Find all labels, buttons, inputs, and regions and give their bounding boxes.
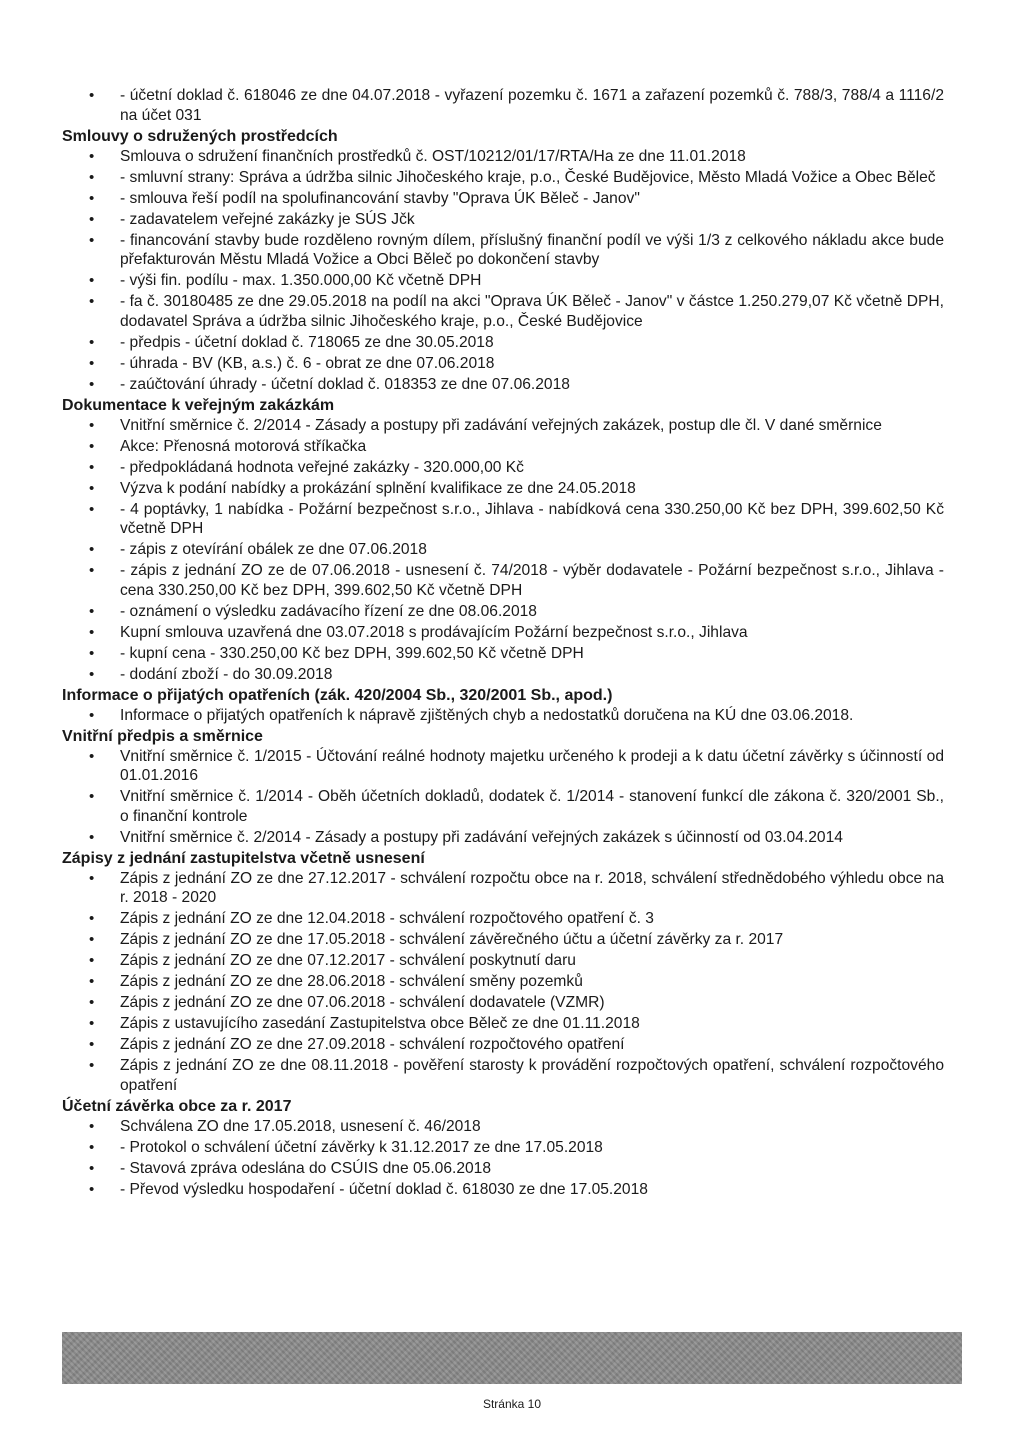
section-heading: Smlouvy o sdružených prostředcích xyxy=(62,127,338,145)
list-item: • - dodání zboží - do 30.09.2018 xyxy=(62,665,944,685)
list-item: • Zápis z jednání ZO ze dne 17.05.2018 - schválení závěrečného účtu a účetní závěrky za r. 2017 xyxy=(62,930,944,950)
page-number: Stránka 10 xyxy=(482,1397,542,1411)
section-heading: Zápisy z jednání zastupitelstva včetně usnesení xyxy=(62,849,425,867)
list-item: • - smluvní strany: Správa a údržba silnic Jihočeského kraje, p.o., České Budějovice, Město Mladá Vožice a Obec Běleč xyxy=(62,168,944,188)
list-item: • - financování stavby bude rozděleno rovným dílem, příslušný finanční podíl ve výši 1/3 z celkového nákladu akce bude přefakturován Městu Mladá Vožice a Obci Běleč po dokončení stavby xyxy=(62,231,944,270)
list-item: • Informace o přijatých opatřeních k nápravě zjištěných chyb a nedostatků doručena na KÚ dne 03.06.2018. xyxy=(62,706,944,726)
list-item: • - účetní doklad č. 618046 ze dne 04.07.2018 - vyřazení pozemku č. 1671 a zařazení pozemků č. 788/3, 788/4 a 1116/2 na účet 031 xyxy=(62,86,944,125)
list-item: • Výzva k podání nabídky a prokázání splnění kvalifikace ze dne 24.05.2018 xyxy=(62,479,944,499)
list-item: • Vnitřní směrnice č. 1/2014 - Oběh účetních dokladů, dodatek č. 1/2014 - stanovení funkcí dle zákona č. 320/2001 Sb., o finanční kontrole xyxy=(62,787,944,826)
section xyxy=(62,686,944,726)
list-item: • - Stavová zpráva odeslána do CSÚIS dne 05.06.2018 xyxy=(62,1159,944,1179)
list-item: • - předpis - účetní doklad č. 718065 ze dne 30.05.2018 xyxy=(62,333,944,353)
list-item: • Smlouva o sdružení finančních prostředků č. OST/10212/01/17/RTA/Ha ze dne 11.01.2018 xyxy=(62,147,944,167)
list-item: • - úhrada - BV (KB, a.s.) č. 6 - obrat ze dne 07.06.2018 xyxy=(62,354,944,374)
section xyxy=(62,86,944,125)
section xyxy=(62,396,944,685)
footer-band xyxy=(62,1332,962,1384)
list-item: • Zápis z jednání ZO ze dne 08.11.2018 - pověření starosty k provádění rozpočtových opatření, schválení rozpočtového opatření xyxy=(62,1056,944,1095)
bullet-list xyxy=(62,1117,944,1200)
list-item: • Zápis z jednání ZO ze dne 28.06.2018 - schválení směny pozemků xyxy=(62,972,944,992)
list-item: • - Protokol o schválení účetní závěrky k 31.12.2017 ze dne 17.05.2018 xyxy=(62,1138,944,1158)
bullet-list xyxy=(62,706,944,726)
list-item: • Zápis z ustavujícího zasedání Zastupitelstva obce Běleč ze dne 01.11.2018 xyxy=(62,1014,944,1034)
section-heading: Informace o přijatých opatřeních (zák. 420/2004 Sb., 320/2001 Sb., apod.) xyxy=(62,686,613,704)
list-item: • - fa č. 30180485 ze dne 29.05.2018 na podíl na akci "Oprava ÚK Běleč - Janov" v částce 1.250.279,07 Kč včetně DPH, dodavatel Správa a údržba silnic Jihočeského kraje, p.o., České Budějovice xyxy=(62,292,944,331)
section-heading: Vnitřní předpis a směrnice xyxy=(62,727,263,745)
list-item: • Vnitřní směrnice č. 1/2015 - Účtování reálné hodnoty majetku určeného k prodeji a k datu účetní závěrky s účinností od 01.01.2016 xyxy=(62,747,944,786)
list-item: • - 4 poptávky, 1 nabídka - Požární bezpečnost s.r.o., Jihlava - nabídková cena 330.250,00 Kč bez DPH, 399.602,50 Kč včetně DPH xyxy=(62,500,944,539)
list-item: • Zápis z jednání ZO ze dne 07.12.2017 - schválení poskytnutí daru xyxy=(62,951,944,971)
section xyxy=(62,849,944,1096)
list-item: • Vnitřní směrnice č. 2/2014 - Zásady a postupy při zadávání veřejných zakázek s účinností od 03.04.2014 xyxy=(62,828,944,848)
list-item: • Zápis z jednání ZO ze dne 27.09.2018 - schválení rozpočtového opatření xyxy=(62,1035,944,1055)
bullet-list xyxy=(62,416,944,685)
list-item: • Zápis z jednání ZO ze dne 27.12.2017 - schválení rozpočtu obce na r. 2018, schválení střednědobého výhledu obce na r. 2018 - 2020 xyxy=(62,869,944,908)
list-item: • Kupní smlouva uzavřená dne 03.07.2018 s prodávajícím Požární bezpečnost s.r.o., Jihlava xyxy=(62,623,944,643)
list-item: • - kupní cena - 330.250,00 Kč bez DPH, 399.602,50 Kč včetně DPH xyxy=(62,644,944,664)
bullet-list xyxy=(62,869,944,1096)
bullet-list xyxy=(62,747,944,848)
section xyxy=(62,127,944,395)
list-item: • - předpokládaná hodnota veřejné zakázky - 320.000,00 Kč xyxy=(62,458,944,478)
list-item: • - zaúčtování úhrady - účetní doklad č. 018353 ze dne 07.06.2018 xyxy=(62,375,944,395)
list-item: • - zadavatelem veřejné zakázky je SÚS Jčk xyxy=(62,210,944,230)
list-item: • - výši fin. podílu - max. 1.350.000,00 Kč včetně DPH xyxy=(62,271,944,291)
section-heading: Účetní závěrka obce za r. 2017 xyxy=(62,1097,292,1115)
list-item: • - oznámení o výsledku zadávacího řízení ze dne 08.06.2018 xyxy=(62,602,944,622)
list-item: • - smlouva řeší podíl na spolufinancování stavby "Oprava ÚK Běleč - Janov" xyxy=(62,189,944,209)
section-heading: Dokumentace k veřejným zakázkám xyxy=(62,396,335,414)
bullet-list xyxy=(62,147,944,395)
section xyxy=(62,727,944,848)
list-item: • Zápis z jednání ZO ze dne 12.04.2018 - schválení rozpočtového opatření č. 3 xyxy=(62,909,944,929)
list-item: • Vnitřní směrnice č. 2/2014 - Zásady a postupy při zadávání veřejných zakázek, postup dle čl. V dané směrnice xyxy=(62,416,944,436)
list-item: • - Převod výsledku hospodaření - účetní doklad č. 618030 ze dne 17.05.2018 xyxy=(62,1180,944,1200)
list-item: • Schválena ZO dne 17.05.2018, usnesení č. 46/2018 xyxy=(62,1117,944,1137)
list-item: • Zápis z jednání ZO ze dne 07.06.2018 - schválení dodavatele (VZMR) xyxy=(62,993,944,1013)
list-item: • - zápis z otevírání obálek ze dne 07.06.2018 xyxy=(62,540,944,560)
bullet-list xyxy=(62,86,944,125)
section xyxy=(62,1097,944,1200)
document-content xyxy=(62,86,944,1199)
list-item: • Akce: Přenosná motorová stříkačka xyxy=(62,437,944,457)
list-item: • - zápis z jednání ZO ze de 07.06.2018 - usnesení č. 74/2018 - výběr dodavatele - Požární bezpečnost s.r.o., Jihlava - cena 330.250,00 Kč bez DPH, 399.602,50 Kč včetně DPH xyxy=(62,561,944,600)
